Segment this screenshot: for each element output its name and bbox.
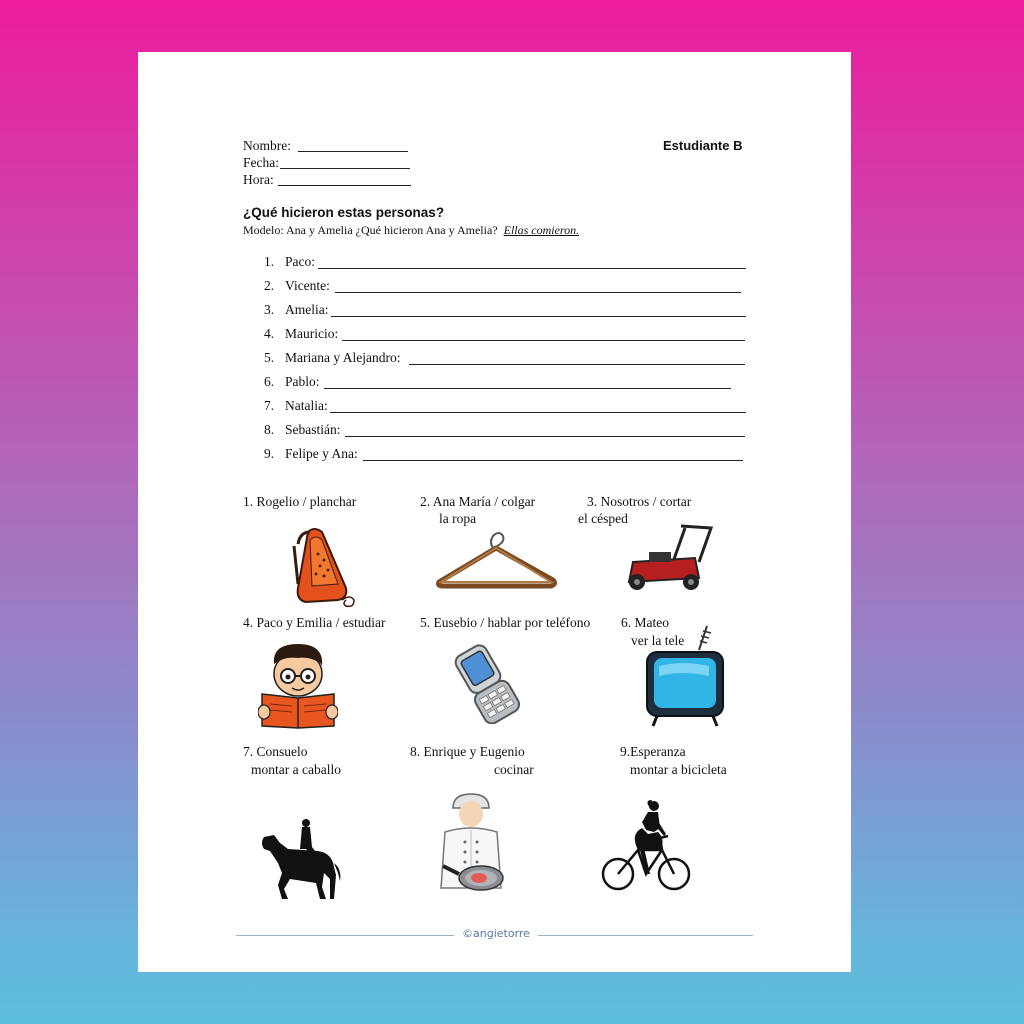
student-reading-icon [258,642,338,730]
model-prefix: Modelo: Ana y Amelia ¿Qué hicieron Ana y Amelia? [243,223,498,237]
fecha-label: Fecha: [243,155,279,170]
card-label: 5. Eusebio / hablar por teléfono [420,615,591,630]
card-label: 7. Consuelo [243,744,308,759]
hora-line [278,185,411,186]
list-num: 2. [264,278,275,293]
list-num: 3. [264,302,275,317]
card-label: 3. Nosotros / cortar [587,494,692,509]
list-name: Sebastián: [285,422,341,437]
card-label-line2: montar a bicicleta [630,762,727,777]
nombre-label: Nombre: [243,138,291,153]
card-label: 4. Paco y Emilia / estudiar [243,615,386,630]
card-label: 6. Mateo [621,615,669,630]
hanger-icon [435,528,557,590]
list-num: 5. [264,350,275,365]
answer-line-5[interactable] [409,364,745,365]
list-name: Mauricio: [285,326,339,341]
iron-icon [288,524,362,608]
hora-label: Hora: [243,172,274,187]
list-num: 7. [264,398,275,413]
student-label: Estudiante B [663,138,743,153]
card-label-line2: la ropa [439,511,477,526]
list-name: Natalia: [285,398,328,413]
answer-line-7[interactable] [330,412,746,413]
model-sentence [243,223,579,238]
worksheet [138,52,851,972]
list-name: Mariana y Alejandro: [285,350,401,365]
fecha-line [280,168,410,169]
card-label: 8. Enrique y Eugenio [410,744,525,759]
chef-icon [435,792,509,902]
answer-line-8[interactable] [345,436,745,437]
lawnmower-icon [623,522,713,594]
list-num: 9. [264,446,275,461]
list-name: Vicente: [285,278,330,293]
card-label: 2. Ana María / colgar [420,494,536,509]
list-name: Pablo: [285,374,320,389]
card-label: 1. Rogelio / planchar [243,494,357,509]
section-title: ¿Qué hicieron estas personas? [243,205,445,220]
list-num: 8. [264,422,275,437]
answer-line-9[interactable] [363,460,743,461]
cellphone-icon [443,642,529,724]
card-label-line2: montar a caballo [251,762,341,777]
model-answer: Ellas comieron. [503,223,580,237]
list-name: Amelia: [285,302,329,317]
card-label-line2: el césped [578,511,628,526]
cyclist-icon [600,798,692,894]
nombre-line [298,151,408,152]
answer-line-4[interactable] [342,340,745,341]
list-name: Felipe y Ana: [285,446,358,461]
list-num: 1. [264,254,275,269]
list-num: 6. [264,374,275,389]
list-num: 4. [264,326,275,341]
card-label-line2: cocinar [494,762,534,777]
answer-line-6[interactable] [324,388,731,389]
footer-credit: ©angietorre [462,927,530,940]
horse-rider-icon [260,817,342,901]
answer-line-3[interactable] [331,316,746,317]
list-name: Paco: [285,254,315,269]
card-label: 9.Esperanza [620,744,686,759]
answer-line-2[interactable] [335,292,741,293]
footer-rule-left [236,935,454,936]
footer-rule-right [538,935,753,936]
card-label-line2: ver la tele [631,633,685,648]
television-icon [643,622,727,728]
answer-line-1[interactable] [318,268,746,269]
